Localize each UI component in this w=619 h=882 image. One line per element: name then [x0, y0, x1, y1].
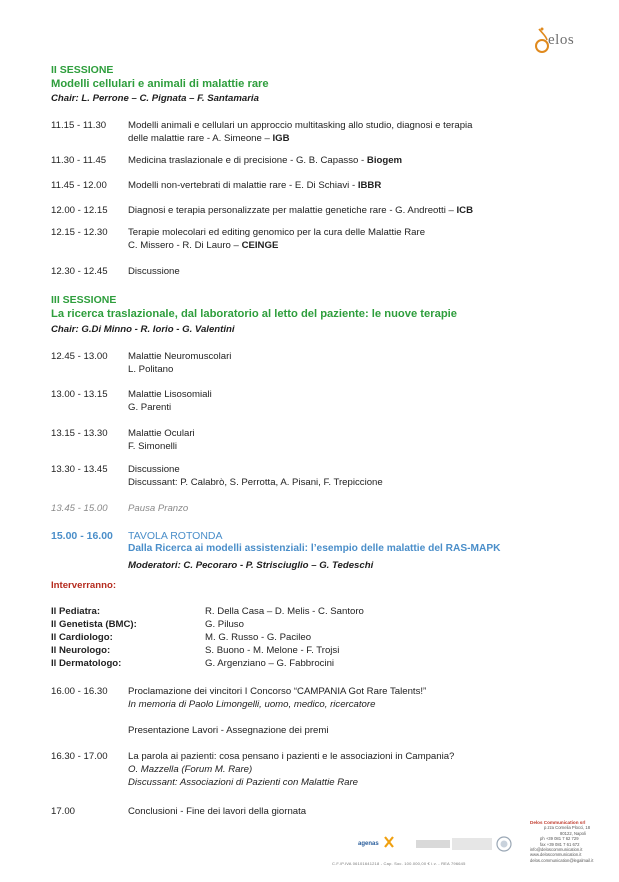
- patients-speaker: O. Mazzella (Forum M. Rare): [128, 764, 253, 775]
- footer: [330, 820, 615, 880]
- session3-chair: Chair: G.Di Minno - R. Iorio - G. Valentini: [51, 324, 235, 335]
- speakers-label: Interverranno:: [51, 580, 117, 591]
- item-desc: Malattie Lisosomiali: [128, 389, 212, 400]
- item-time: 11.45 - 12.00: [51, 180, 107, 191]
- speaker-role: Il Pediatra:: [51, 606, 101, 617]
- speaker-names: G. Piluso: [205, 619, 244, 630]
- item-desc: Diagnosi e terapia personalizzate per malattie genetiche rare - G. Andreotti – ICB: [128, 205, 474, 216]
- round-table-subtitle: Dalla Ricerca ai modelli assistenziali: l’esempio delle malattie del RAS-MAPK: [128, 543, 501, 554]
- session2-chair: Chair: L. Perrone – C. Pignata – F. Santamaria: [51, 93, 259, 104]
- item-desc-line2: delle malattie rare - A. Simeone – IGB: [128, 133, 290, 144]
- institute: Biogem: [366, 155, 403, 166]
- company-name: Delos Communication srl: [530, 820, 586, 825]
- agenas-logo: [358, 836, 396, 852]
- patients-line: La parola ai pazienti: cosa pensano i pazienti e le associazioni in Campania?: [128, 751, 455, 762]
- agenas-x-icon: [384, 836, 394, 848]
- company-pec: delos.communication@legalmail.it: [530, 857, 594, 863]
- item-time: 12.00 - 12.15: [51, 205, 108, 216]
- speaker-names: S. Buono - M. Melone - F. Trojsi: [205, 645, 340, 656]
- memoriam-line: In memoria di Paolo Limongelli, uomo, medico, ricercatore: [128, 699, 376, 710]
- item-desc-line2: C. Missero - R. Di Lauro – CEINGE: [128, 240, 279, 251]
- company-phone: ph +39 081 7 62 729: [540, 836, 579, 842]
- item-speaker: G. Parenti: [128, 402, 172, 413]
- institute: IBBR: [357, 180, 382, 191]
- company-email: info@deloscommunication.it: [530, 847, 583, 853]
- speaker-role: Il Dermatologo:: [51, 658, 122, 669]
- item-speaker: L. Politano: [128, 364, 174, 375]
- seal-logo-icon: [496, 836, 512, 852]
- company-address2: 80122, Napoli: [560, 830, 586, 836]
- session3-title: La ricerca traslazionale, dal laboratorio al letto del paziente: le nuove terapie: [51, 308, 457, 320]
- round-table-time: 15.00 - 16.00: [51, 530, 113, 542]
- item-time: 12.15 - 12.30: [51, 227, 108, 238]
- vat-line: C.F./P.IVA 06101641218 - Cap. Soc. 100.000,00 € i.v. - REA 796645: [332, 861, 466, 866]
- item-speaker: F. Simonelli: [128, 441, 178, 452]
- ministry-logo-icon: [416, 840, 450, 848]
- company-block: [530, 820, 615, 863]
- lunch-time: 13.45 - 15.00: [51, 503, 108, 514]
- company-address1: p.zza Cornelia Plocci, 18: [544, 825, 591, 831]
- item-desc: Modelli non-vertebrati di malattie rare - E. Di Schiavi - IBBR: [128, 180, 382, 191]
- item-desc: Discussione: [128, 464, 180, 475]
- agenas-logo-text: agenas: [358, 841, 379, 847]
- item-speaker: Discussant: P. Calabrò, S. Perrotta, A. Pisani, F. Trepiccione: [128, 477, 383, 488]
- speaker-names: G. Argenziano – G. Fabbrocini: [205, 658, 335, 669]
- institute: CEINGE: [241, 240, 279, 251]
- item-desc: Modelli animali e cellulari un approccio multitasking allo studio, diagnosi e terapia: [128, 120, 473, 131]
- item-time: 11.15 - 11.30: [51, 120, 107, 131]
- item-time: 13.30 - 13.45: [51, 464, 108, 475]
- round-table-title: TAVOLA ROTONDA: [128, 530, 223, 542]
- speaker-role: Il Neurologo:: [51, 645, 111, 656]
- delos-logo: [535, 26, 595, 54]
- item-desc: Discussione: [128, 266, 180, 277]
- presentation-line: Presentazione Lavori - Assegnazione dei premi: [128, 725, 329, 736]
- speaker-role: Il Cardiologo:: [51, 632, 113, 643]
- item-desc: Medicina traslazionale e di precisione - G. B. Capasso - Biogem: [128, 155, 403, 166]
- round-table-moderators: Moderatori: C. Pecoraro - P. Strisciuglio – G. Tedeschi: [128, 560, 374, 571]
- item-time: 17.00: [51, 806, 76, 817]
- session3-label: III SESSIONE: [51, 294, 117, 306]
- company-web: www.deloscommunication.it: [530, 852, 582, 858]
- logo-text: elos: [548, 32, 575, 48]
- speaker-names: M. G. Russo - G. Pacileo: [205, 632, 312, 643]
- item-desc: Malattie Neuromuscolari: [128, 351, 232, 362]
- item-time: 12.45 - 13.00: [51, 351, 108, 362]
- item-time: 13.00 - 13.15: [51, 389, 108, 400]
- patients-discussant: Discussant: Associazioni di Pazienti con Malattie Rare: [128, 777, 358, 788]
- item-time: 11.30 - 11.45: [51, 155, 107, 166]
- institute: ICB: [456, 205, 474, 216]
- institute: IGB: [272, 133, 290, 144]
- item-time: 16.30 - 17.00: [51, 751, 108, 762]
- awards-line: Proclamazione dei vincitori I Concorso “CAMPANIA Got Rare Talents!”: [128, 686, 427, 697]
- speaker-names: R. Della Casa – D. Melis - C. Santoro: [205, 606, 364, 617]
- session2-label: II SESSIONE: [51, 64, 114, 76]
- item-time: 13.15 - 13.30: [51, 428, 108, 439]
- item-desc: Malattie Oculari: [128, 428, 195, 439]
- speaker-role: Il Genetista (BMC):: [51, 619, 137, 630]
- closing-line: Conclusioni - Fine dei lavori della giornata: [128, 806, 307, 817]
- item-desc: Terapie molecolari ed editing genomico per la cura delle Malattie Rare: [128, 227, 426, 238]
- university-logo-icon: [452, 838, 492, 850]
- item-time: 12.30 - 12.45: [51, 266, 108, 277]
- company-fax: fax +39 081 7 61 672: [540, 841, 580, 847]
- lunch-label: Pausa Pranzo: [128, 503, 189, 514]
- session2-title: Modelli cellulari e animali di malattie rare: [51, 78, 269, 90]
- item-time: 16.00 - 16.30: [51, 686, 108, 697]
